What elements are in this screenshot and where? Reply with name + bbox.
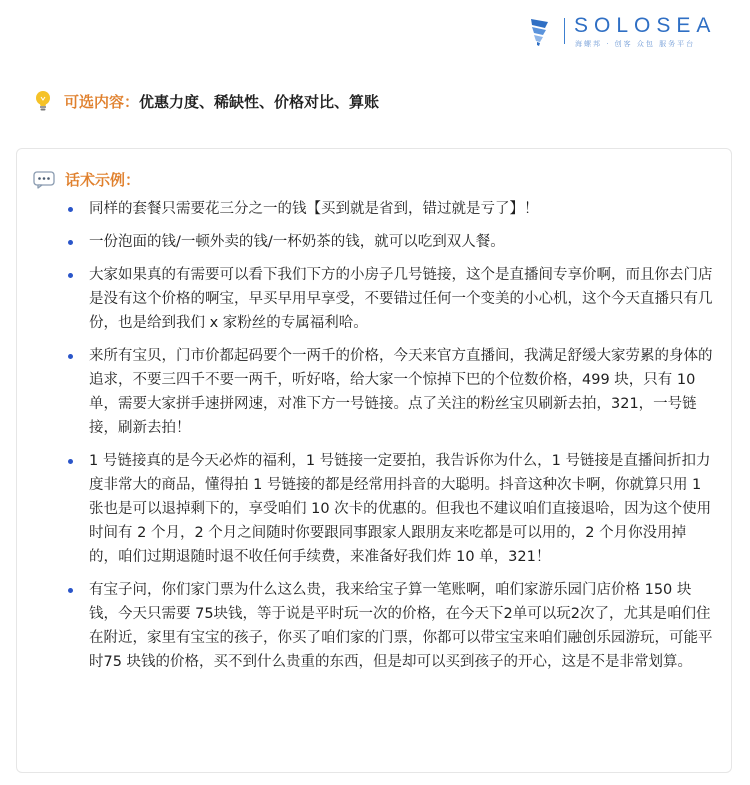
optional-content-label: 可选内容：	[64, 92, 140, 111]
card-header	[33, 169, 140, 190]
bullet-dot	[68, 588, 73, 593]
lightbulb-icon	[34, 90, 52, 112]
example-item	[17, 578, 733, 674]
example-text: 有宝子问，你们家门票为什么这么贵，我来给宝子算一笔账啊，咱们家游乐园门店价格 150 块钱，今天只需要 75块钱，等于说是平时玩一次的价格，在今天下2单可以玩2次了，尤其是咱们住在附近，家里有宝宝的孩子，你买了咱们家的门票，你都可以带宝宝来咱们融创乐园游玩，可能平时75 块钱的价格，买不到什么贵重的东西，但是却可以买到孩子的开心，这是不是非常划算。	[89, 582, 713, 670]
shell-logo-icon	[528, 16, 552, 46]
optional-content-row	[34, 90, 379, 112]
bullet-dot	[68, 459, 73, 464]
bullet-dot	[68, 354, 73, 359]
example-text: 1 号链接真的是今天必炸的福利，1 号链接一定要拍，我告诉你为什么，1 号链接是直播间折扣力度非常大的商品，懂得拍 1 号链接的都是经常用抖音的大聪明。抖音这种次卡啊，你就算只用 1 张也是可以退掉剩下的，享受咱们 10 次卡的优惠的。但我也不建议咱们直接退哈，因为这个使用时间有 2 个月，2 个月之间随时你要跟同事跟家人跟朋友来吃都是可以用的，2 个月你没用掉的，咱们过期退随时退不收任何手续费，来准备好我们炸 10 单，321！	[89, 453, 712, 565]
example-item	[17, 344, 733, 440]
solosea-logo	[528, 14, 728, 50]
example-item	[17, 449, 733, 569]
bullet-dot	[68, 240, 73, 245]
example-item	[17, 197, 733, 221]
logo-divider	[564, 18, 565, 44]
example-text: 来所有宝贝，门市价都起码要个一两千的价格，今天来官方直播间，我满足舒缓大家劳累的身体的追求，不要三四千不要一两千，听好咯，给大家一个惊掉下巴的个位数价格，499 块，只有 10 单，需要大家拼手速拼网速，对准下方一号链接。点了关注的粉丝宝贝刷新去拍，321，一号链接，刷新去拍！	[89, 348, 713, 436]
logo-wordmark: SOLOSEA	[574, 14, 717, 37]
example-text: 一份泡面的钱/一顿外卖的钱/一杯奶茶的钱，就可以吃到双人餐。	[89, 234, 505, 250]
bullet-dot	[68, 273, 73, 278]
speech-bubble-icon	[33, 171, 55, 189]
example-item	[17, 263, 733, 335]
optional-content-value: 优惠力度、稀缺性、价格对比、算账	[139, 92, 380, 111]
card-title: 话术示例：	[65, 171, 141, 189]
example-item	[17, 230, 733, 254]
bullet-dot	[68, 207, 73, 212]
script-examples-card	[16, 148, 732, 773]
example-text: 同样的套餐只需要花三分之一的钱【买到就是省到，错过就是亏了】！	[89, 201, 539, 217]
examples-list	[17, 197, 733, 683]
example-text: 大家如果真的有需要可以看下我们下方的小房子几号链接，这个是直播间专享价啊，而且你去门店是没有这个价格的啊宝，早买早用早享受，不要错过任何一个变美的小心机，这个今天直播只有几份，也是给到我们 x 家粉丝的专属福利哈。	[89, 267, 713, 331]
logo-tagline: 海螺邦 · 创客 众包 服务平台	[575, 40, 696, 48]
